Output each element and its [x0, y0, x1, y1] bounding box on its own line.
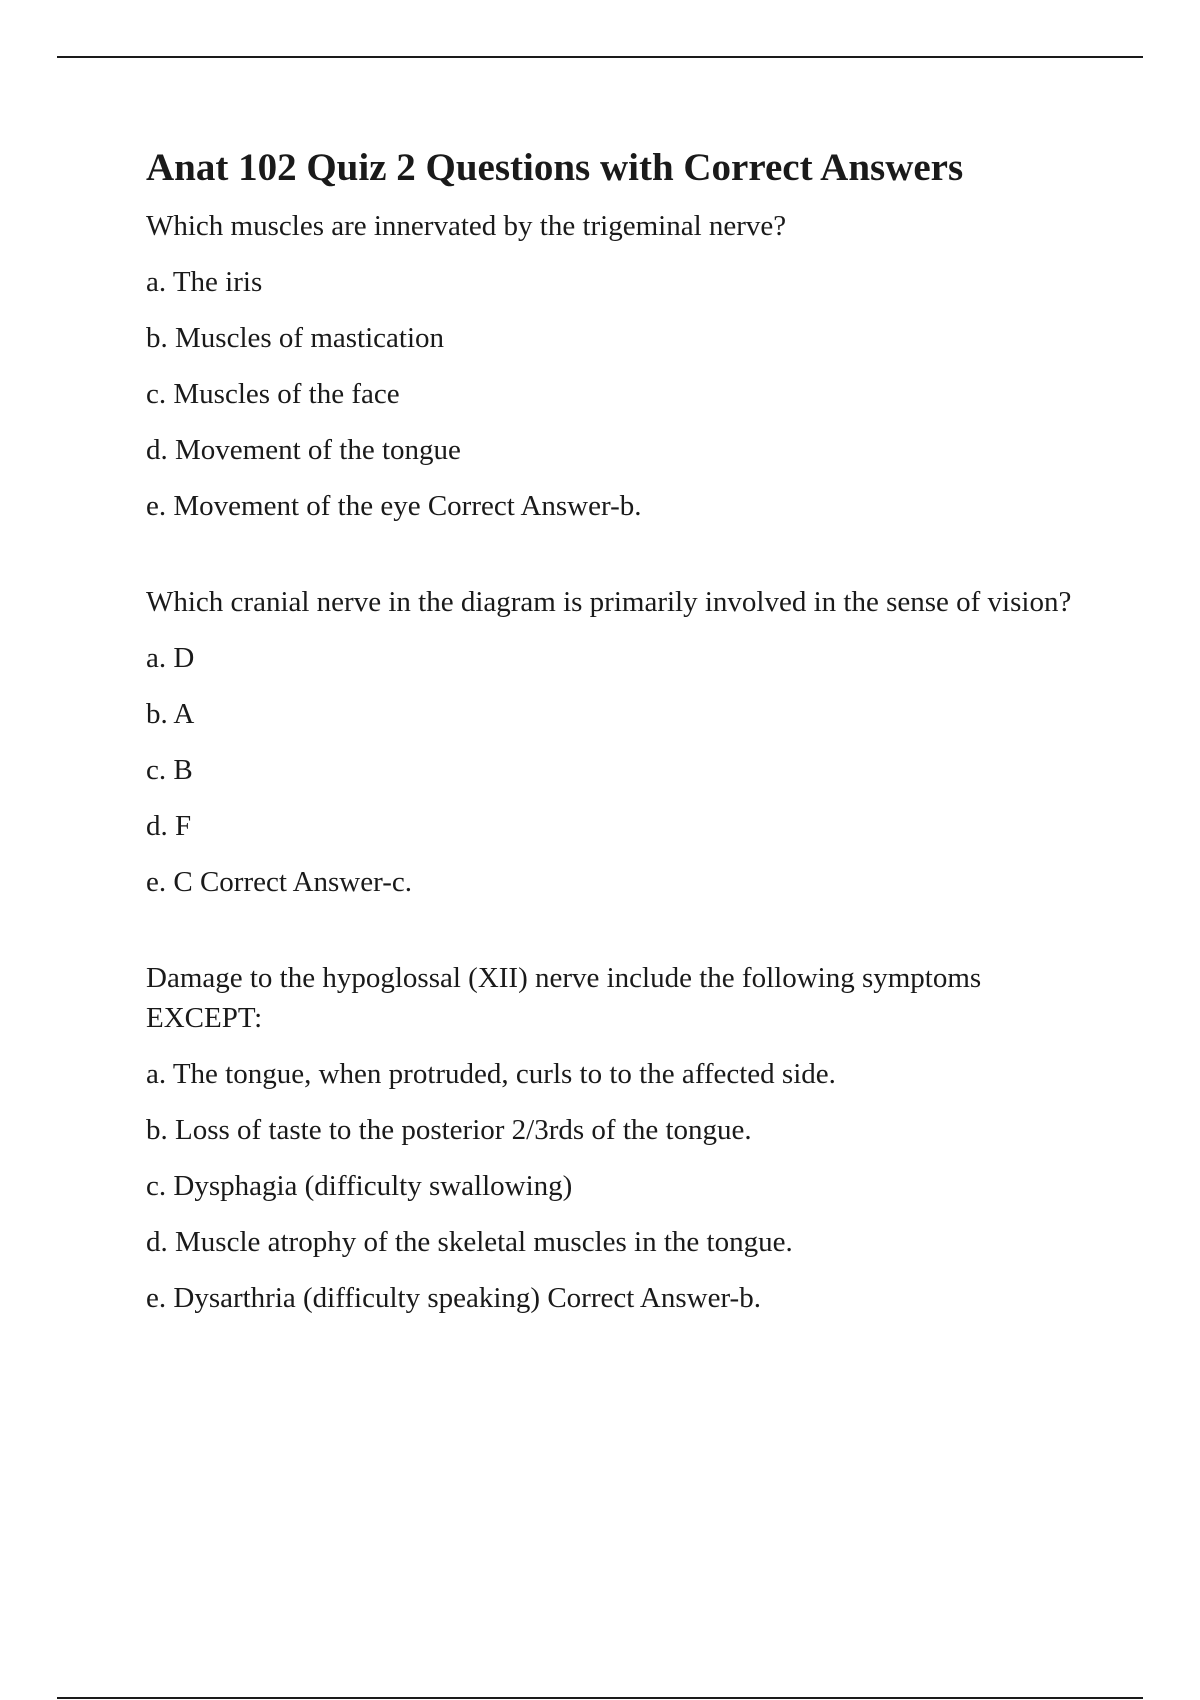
option-e [146, 1278, 1096, 1318]
option-a: a. D [146, 642, 195, 674]
document-title: Anat 102 Quiz 2 Questions with Correct Answers [146, 146, 964, 189]
option-d: d. F [146, 810, 192, 842]
option-b: b. A [146, 698, 195, 730]
option-d: d. Muscle atrophy of the skeletal muscles in the tongue. [146, 1226, 793, 1258]
question-text: Which muscles are innervated by the trigeminal nerve? [146, 210, 787, 242]
option-a: a. The tongue, when protruded, curls to to the affected side. [146, 1058, 836, 1090]
option-c: c. Dysphagia (difficulty swallowing) [146, 1170, 573, 1202]
bottom-rule [57, 1697, 1143, 1699]
option-e-text: e. C [146, 866, 193, 898]
option-e-text: e. Dysarthria (difficulty speaking) [146, 1282, 541, 1314]
option-a: a. The iris [146, 266, 263, 298]
question-text: Which cranial nerve in the diagram is primarily involved in the sense of vision? [146, 586, 1072, 618]
correct-answer: Correct Answer-c. [199, 866, 412, 898]
option-e [146, 486, 1096, 526]
question-3 [146, 958, 1096, 1318]
option-b: b. Loss of taste to the posterior 2/3rds of the tongue. [146, 1114, 752, 1146]
option-c: c. B [146, 754, 193, 786]
question-1 [146, 206, 1096, 526]
question-2 [146, 582, 1096, 902]
option-e-text: e. Movement of the eye [146, 490, 421, 522]
option-d: d. Movement of the tongue [146, 434, 461, 466]
document-body [146, 140, 1096, 1334]
question-text: Damage to the hypoglossal (XII) nerve include the following symptoms EXCEPT: [146, 962, 982, 1034]
option-b: b. Muscles of mastication [146, 322, 445, 354]
correct-answer: Correct Answer-b. [547, 1282, 761, 1314]
option-e [146, 862, 1096, 902]
correct-answer: Correct Answer-b. [427, 490, 642, 522]
top-rule [57, 56, 1143, 58]
option-c: c. Muscles of the face [146, 378, 400, 410]
